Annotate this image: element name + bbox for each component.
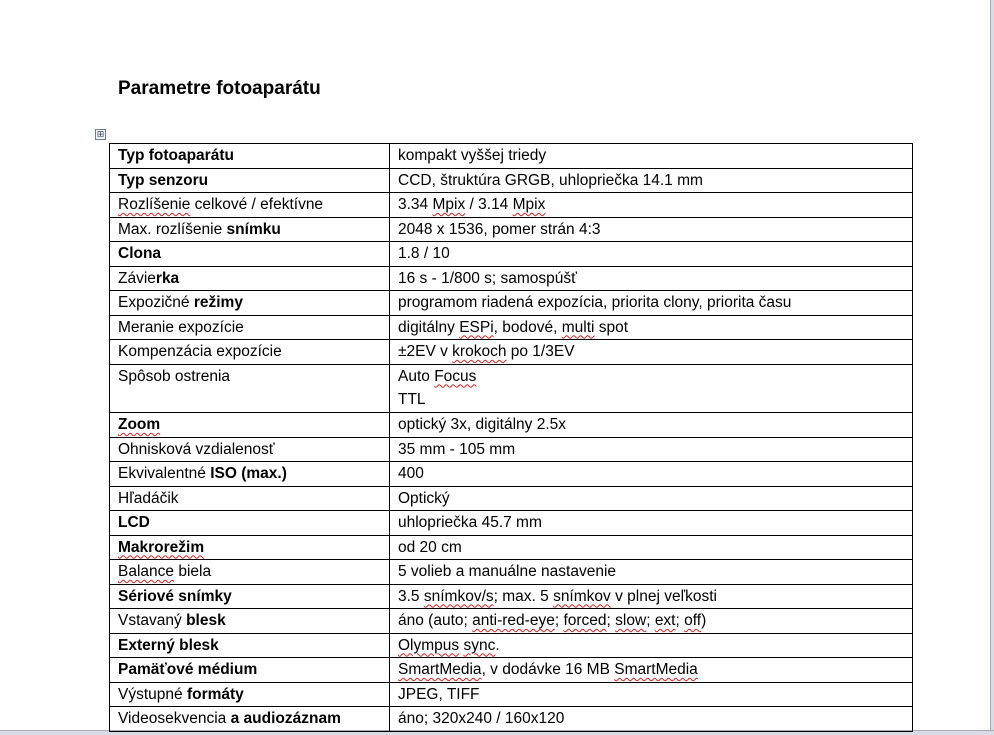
table-row bbox=[110, 535, 913, 560]
parameter-name-cell[interactable] bbox=[110, 511, 390, 536]
cell-text: / 3.14 bbox=[465, 196, 513, 213]
cell-text: Auto bbox=[398, 367, 435, 385]
value-line bbox=[398, 634, 912, 657]
parameter-value-cell[interactable] bbox=[390, 633, 913, 658]
cell-text: 5 volieb a manuálne nastavenie bbox=[398, 563, 617, 580]
parameter-value-cell[interactable] bbox=[390, 511, 913, 536]
cell-text: spot bbox=[594, 318, 629, 336]
table-row bbox=[110, 584, 913, 609]
cell-text: LCD bbox=[118, 514, 150, 531]
spellcheck-flagged-text: Focus bbox=[434, 367, 477, 385]
cell-text: ISO (max.) bbox=[210, 465, 287, 482]
parameter-name-cell[interactable] bbox=[110, 560, 390, 585]
table-row bbox=[110, 658, 913, 683]
table-row bbox=[110, 413, 913, 438]
parameter-value-cell[interactable] bbox=[390, 193, 913, 218]
cell-text: áno (auto; bbox=[398, 612, 473, 629]
page-edge-right bbox=[990, 0, 994, 734]
parameter-value-cell[interactable] bbox=[390, 437, 913, 462]
spellcheck-flagged-text: sync bbox=[463, 636, 496, 654]
parameter-name-cell[interactable] bbox=[110, 315, 390, 340]
value-line bbox=[398, 291, 912, 314]
value-line bbox=[398, 144, 912, 167]
value-line bbox=[398, 536, 912, 559]
value-line bbox=[398, 438, 912, 461]
spellcheck-flagged-text: ext bbox=[654, 612, 676, 629]
spellcheck-flagged-text: Makrorežim bbox=[118, 538, 205, 556]
cell-text: 1.8 / 10 bbox=[398, 245, 450, 262]
parameter-name-cell[interactable] bbox=[110, 291, 390, 316]
parameter-name-cell[interactable] bbox=[110, 217, 390, 242]
parameter-name-cell[interactable] bbox=[110, 633, 390, 658]
spellcheck-flagged-text: off bbox=[684, 612, 702, 629]
value-line bbox=[398, 267, 912, 290]
parameter-name-cell[interactable] bbox=[110, 193, 390, 218]
cell-text: Typ fotoaparátu bbox=[118, 147, 234, 164]
parameter-name-cell[interactable] bbox=[110, 486, 390, 511]
cell-text: Pamäťové médium bbox=[118, 661, 258, 678]
parameter-name-cell[interactable] bbox=[110, 340, 390, 365]
cell-text: Spôsob ostrenia bbox=[118, 367, 231, 385]
cell-text: . bbox=[495, 636, 500, 654]
parameter-name-cell[interactable] bbox=[110, 168, 390, 193]
table-row bbox=[110, 242, 913, 267]
cell-text: programom riadená expozícia, priorita clony, priorita času bbox=[398, 294, 792, 311]
value-line bbox=[398, 413, 912, 436]
spellcheck-flagged-text: Mpix bbox=[512, 196, 546, 213]
table-move-handle-icon[interactable]: ⊞ bbox=[96, 129, 105, 139]
cell-text: JPEG, TIFF bbox=[398, 685, 480, 703]
value-line bbox=[398, 683, 912, 706]
table-row bbox=[110, 486, 913, 511]
cell-text: optický 3x, digitálny 2.5x bbox=[398, 416, 567, 433]
cell-text: celkové / efektívne bbox=[190, 196, 324, 213]
table-row bbox=[110, 707, 913, 732]
cell-text: 3.5 bbox=[398, 587, 424, 605]
parameter-value-cell[interactable] bbox=[390, 144, 913, 169]
cell-text: uhlopriečka 45.7 mm bbox=[398, 514, 542, 531]
cell-text: 3.34 bbox=[398, 196, 433, 213]
cell-text: a audiozáznam bbox=[230, 710, 341, 727]
table-row bbox=[110, 266, 913, 291]
table-row bbox=[110, 511, 913, 536]
cell-text: Závie bbox=[118, 269, 156, 287]
cell-text: 400 bbox=[398, 465, 424, 482]
parameter-value-cell[interactable] bbox=[390, 658, 913, 683]
parameter-value-cell[interactable] bbox=[390, 584, 913, 609]
value-line bbox=[398, 707, 912, 730]
table-row bbox=[110, 144, 913, 169]
table-row bbox=[110, 315, 913, 340]
value-line bbox=[398, 487, 912, 510]
value-line bbox=[398, 242, 912, 265]
cell-text: Kompenzácia expozície bbox=[118, 343, 282, 360]
parameter-name-cell[interactable] bbox=[110, 609, 390, 634]
table-row bbox=[110, 193, 913, 218]
parameter-value-cell[interactable] bbox=[390, 291, 913, 316]
spellcheck-flagged-text: Olympus bbox=[398, 636, 460, 654]
cell-text: Meranie expozície bbox=[118, 318, 244, 336]
parameter-value-cell[interactable] bbox=[390, 609, 913, 634]
spellcheck-flagged-text: Zoom bbox=[118, 416, 161, 433]
cell-text: ) bbox=[701, 612, 707, 629]
parameter-value-cell[interactable] bbox=[390, 217, 913, 242]
cell-text: biela bbox=[174, 563, 212, 580]
parameter-name-cell[interactable] bbox=[110, 584, 390, 609]
parameter-name-cell[interactable] bbox=[110, 658, 390, 683]
parameter-name-cell[interactable] bbox=[110, 413, 390, 438]
cell-text: režimy bbox=[193, 294, 243, 311]
spellcheck-flagged-text: Rozlíšenie bbox=[118, 196, 191, 213]
value-line bbox=[398, 365, 912, 388]
spellcheck-flagged-text: krokoch bbox=[452, 343, 507, 360]
cell-text: ; bbox=[646, 612, 655, 629]
value-line bbox=[398, 218, 912, 241]
cell-text: ±2EV v bbox=[398, 343, 453, 360]
parameter-name-cell[interactable] bbox=[110, 535, 390, 560]
parameter-name-cell[interactable] bbox=[110, 682, 390, 707]
cell-text: CCD, štruktúra GRGB, uhlopriečka 14.1 mm bbox=[398, 171, 703, 189]
cell-text: ; bbox=[606, 612, 616, 629]
parameter-name-cell[interactable] bbox=[110, 364, 390, 413]
cell-text: Výstupné bbox=[118, 685, 187, 703]
spellcheck-flagged-text: snímkov bbox=[553, 587, 611, 605]
value-line bbox=[398, 340, 912, 363]
cell-text: 35 mm - 105 mm bbox=[398, 440, 516, 458]
table-row bbox=[110, 609, 913, 634]
parameter-value-cell[interactable] bbox=[390, 340, 913, 365]
cell-text: ; max. 5 bbox=[493, 587, 554, 605]
cell-text: digitálny bbox=[398, 318, 460, 336]
cell-text: rka bbox=[155, 269, 180, 287]
table-row bbox=[110, 462, 913, 487]
table-row bbox=[110, 633, 913, 658]
spellcheck-flagged-text: forced bbox=[563, 612, 607, 629]
parameter-value-cell[interactable] bbox=[390, 168, 913, 193]
cell-text: 16 s - 1/800 s; samospúšť bbox=[398, 269, 577, 287]
parameter-value-cell[interactable] bbox=[390, 486, 913, 511]
parameter-value-cell[interactable] bbox=[390, 560, 913, 585]
cell-text: 2048 x 1536, pomer strán 4:3 bbox=[398, 220, 601, 238]
parameter-name-cell[interactable] bbox=[110, 707, 390, 732]
cell-text: , bodové, bbox=[493, 318, 562, 336]
parameter-value-cell[interactable] bbox=[390, 413, 913, 438]
cell-text: od 20 cm bbox=[398, 538, 462, 556]
cell-text: TTL bbox=[398, 390, 426, 408]
cell-text: kompakt vyššej triedy bbox=[398, 147, 547, 164]
cell-text: ; bbox=[675, 612, 685, 629]
cell-text: Videosekvencia bbox=[118, 710, 231, 727]
value-line bbox=[398, 316, 912, 339]
table-row bbox=[110, 364, 913, 413]
value-line bbox=[398, 609, 912, 632]
spellcheck-flagged-text: multi bbox=[561, 318, 595, 336]
cell-text: , v dodávke 16 MB bbox=[481, 661, 615, 678]
spellcheck-flagged-text: Mpix bbox=[432, 196, 466, 213]
cell-text: áno; 320x240 / 160x120 bbox=[398, 710, 565, 727]
value-line bbox=[398, 388, 912, 411]
cell-text: Ekvivalentné bbox=[118, 465, 211, 482]
cell-text: Clona bbox=[118, 245, 162, 262]
cell-text: Max. rozlíšenie bbox=[118, 220, 227, 238]
table-row bbox=[110, 437, 913, 462]
cell-text: Vstavaný bbox=[118, 612, 187, 629]
value-line bbox=[398, 462, 912, 485]
parameter-value-cell[interactable] bbox=[390, 315, 913, 340]
parameter-name-cell[interactable] bbox=[110, 437, 390, 462]
cell-text: Expozičné bbox=[118, 294, 194, 311]
cell-text: Hľadáčik bbox=[118, 489, 179, 507]
parameter-value-cell[interactable] bbox=[390, 462, 913, 487]
table-row bbox=[110, 217, 913, 242]
cell-text: Externý blesk bbox=[118, 636, 219, 654]
parameter-value-cell[interactable] bbox=[390, 364, 913, 413]
cell-text: formáty bbox=[186, 685, 244, 703]
parameter-value-cell[interactable] bbox=[390, 242, 913, 267]
cell-text: po 1/3EV bbox=[506, 343, 575, 360]
cell-text: snímku bbox=[226, 220, 281, 238]
cell-text: Ohnisková vzdialenosť bbox=[118, 440, 275, 458]
cell-text: Sériové snímky bbox=[118, 587, 232, 605]
value-line bbox=[398, 511, 912, 534]
cell-text: v plnej veľkosti bbox=[610, 587, 717, 605]
cell-text: blesk bbox=[186, 612, 226, 629]
table-row bbox=[110, 340, 913, 365]
table-row bbox=[110, 291, 913, 316]
spellcheck-flagged-text: ESPi bbox=[459, 318, 494, 336]
spellcheck-flagged-text: slow bbox=[615, 612, 647, 629]
table-row bbox=[110, 168, 913, 193]
value-line bbox=[398, 169, 912, 192]
parameter-value-cell[interactable] bbox=[390, 535, 913, 560]
value-line bbox=[398, 193, 912, 216]
value-line bbox=[398, 560, 912, 583]
spellcheck-flagged-text: SmartMedia bbox=[398, 661, 482, 678]
parameter-name-cell[interactable] bbox=[110, 144, 390, 169]
spellcheck-flagged-text: anti-red-eye bbox=[472, 612, 555, 629]
parameter-value-cell[interactable] bbox=[390, 707, 913, 732]
parameter-value-cell[interactable] bbox=[390, 682, 913, 707]
parameter-name-cell[interactable] bbox=[110, 242, 390, 267]
cell-text: Typ senzoru bbox=[118, 171, 209, 189]
document-title: Parametre fotoaparátu bbox=[118, 78, 321, 99]
value-line bbox=[398, 658, 912, 681]
cell-text: Optický bbox=[398, 489, 450, 507]
value-line bbox=[398, 585, 912, 608]
parameter-value-cell[interactable] bbox=[390, 266, 913, 291]
specifications-table bbox=[109, 143, 913, 732]
spellcheck-flagged-text: snímkov/s bbox=[423, 587, 494, 605]
table-row bbox=[110, 560, 913, 585]
spellcheck-flagged-text: Balance bbox=[118, 563, 175, 580]
cell-text: ; bbox=[554, 612, 564, 629]
spellcheck-flagged-text: SmartMedia bbox=[614, 661, 698, 678]
parameter-name-cell[interactable] bbox=[110, 266, 390, 291]
parameter-name-cell[interactable] bbox=[110, 462, 390, 487]
table-row bbox=[110, 682, 913, 707]
